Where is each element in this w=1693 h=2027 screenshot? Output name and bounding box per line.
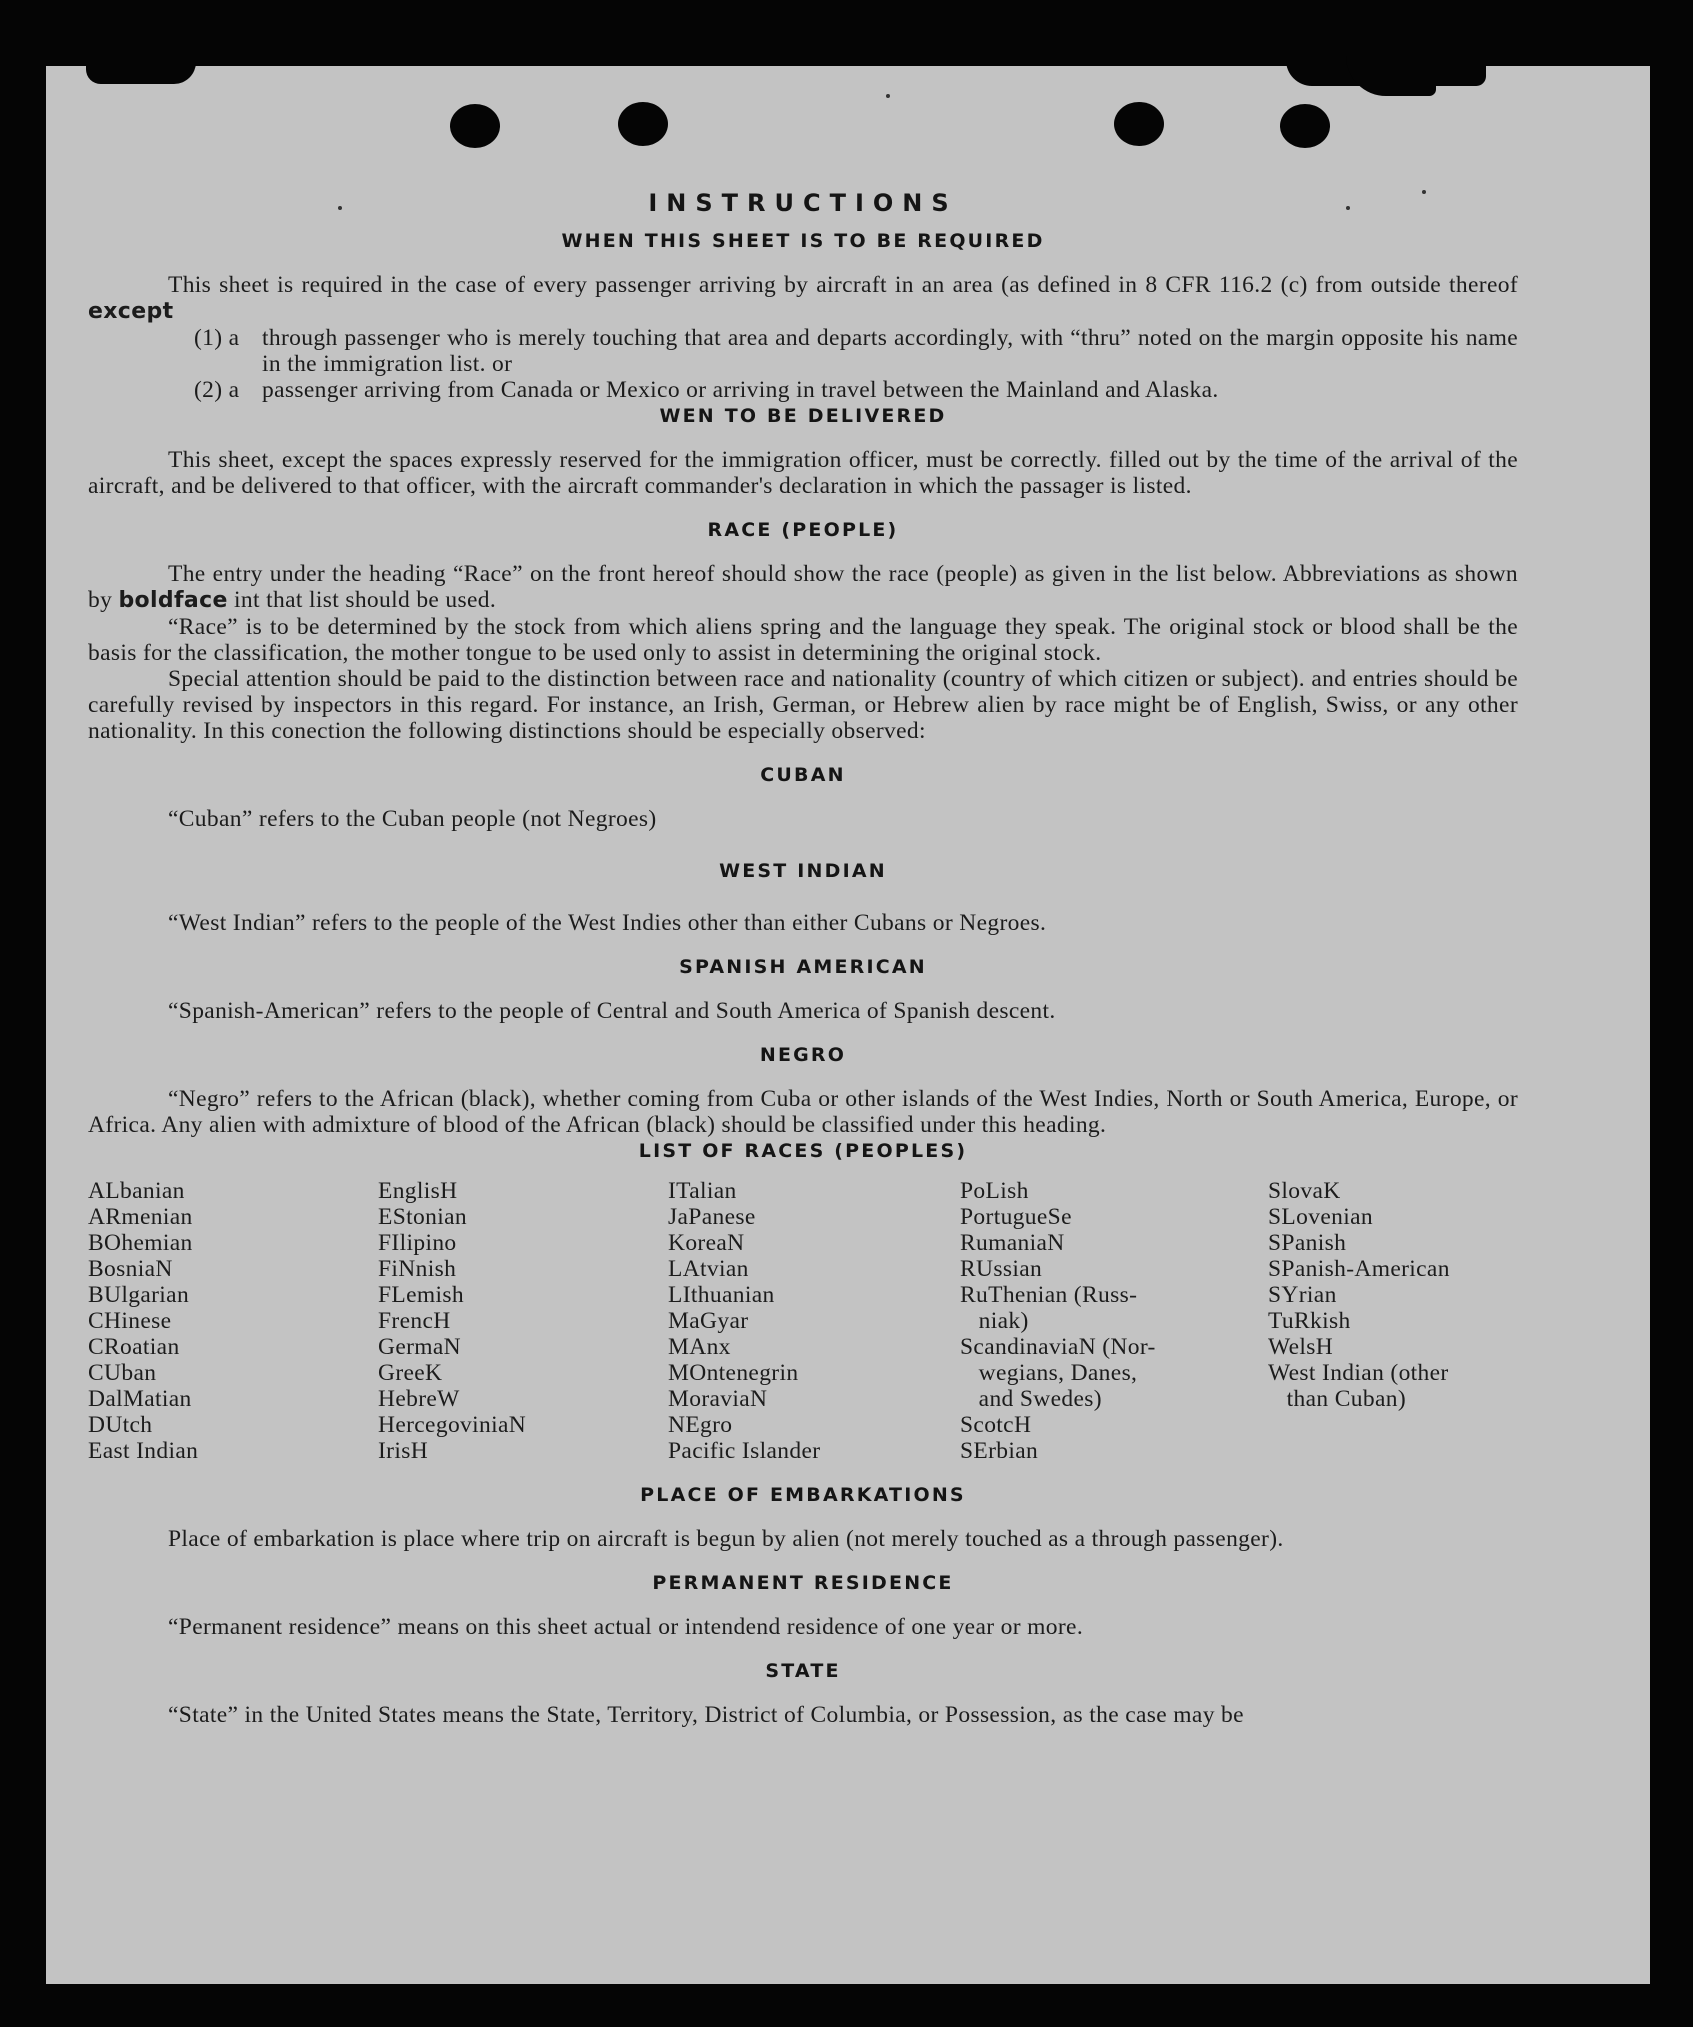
race-list: [88, 1178, 1518, 1464]
heading-negro: NEGRO: [759, 1044, 847, 1066]
punch-hole-2: [618, 102, 668, 146]
race-entry: wegians, Danes,: [960, 1360, 1138, 1386]
race-entry: CRoatian: [88, 1334, 180, 1360]
race-entry: CUban: [88, 1360, 157, 1386]
race-entry: BosniaN: [88, 1256, 173, 1282]
race-entry: ARmenian: [88, 1204, 193, 1230]
punch-hole-4: [1280, 104, 1330, 148]
heading-spanish-american: SPANISH AMERICAN: [679, 956, 927, 978]
race-entry: and Swedes): [960, 1386, 1102, 1412]
race-entry: BOhemian: [88, 1230, 193, 1256]
race-entry: EStonian: [378, 1204, 467, 1230]
page-title: INSTRUCTIONS: [648, 189, 958, 217]
paragraph-race-1: The entry under the heading “Race” on the front hereof should show the race (people) as given in the list below. Abbreviations as shown by boldface int that list should be used.: [88, 561, 1518, 613]
race-column-2: [378, 1178, 668, 1464]
race-entry: RumaniaN: [960, 1230, 1065, 1256]
punch-hole-1: [450, 104, 500, 148]
paragraph-west-indian: “West Indian” refers to the people of the West Indies other than either Cubans or Negroes.: [168, 910, 1047, 936]
race-column-5: [1268, 1178, 1518, 1464]
punch-hole-3: [1114, 102, 1164, 146]
paragraph-delivered: This sheet, except the spaces expressly reserved for the immigration officer, must be correctly. filled out by the time of the arrival of the aircraft, and be delivered to that officer, with the aircraft commander's declaration in which the passager is listed.: [88, 447, 1518, 499]
paragraph-state: “State” in the United States means the State, Territory, District of Columbia, or Possession, as the case may be: [168, 1702, 1244, 1728]
paragraph-permanent-residence: “Permanent residence” means on this sheet actual or intendend residence of one year or more.: [168, 1614, 1084, 1640]
race-entry: MoraviaN: [668, 1386, 768, 1412]
paragraph-cuban: “Cuban” refers to the Cuban people (not Negroes): [168, 806, 657, 832]
race-entry: MAnx: [668, 1334, 731, 1360]
heading-when-required: WHEN THIS SHEET IS TO BE REQUIRED: [561, 230, 1045, 252]
race-entry: PortugueSe: [960, 1204, 1072, 1230]
paragraph-required: This sheet is required in the case of every passenger arriving by aircraft in an area (as defined in 8 CFR 116.2 (c) from outside thereof except: [88, 272, 1518, 324]
race-entry: FiNnish: [378, 1256, 457, 1282]
heading-cuban: CUBAN: [760, 764, 846, 786]
race-entry: SLovenian: [1268, 1204, 1373, 1230]
race-entry: West Indian (other: [1268, 1360, 1449, 1386]
race-entry: TuRkish: [1268, 1308, 1351, 1334]
race-entry: ScotcH: [960, 1412, 1032, 1438]
race-entry: JaPanese: [668, 1204, 756, 1230]
paragraph-race-3: Special attention should be paid to the distinction between race and nationality (country of which citizen or subject). and entries should be carefully revised by inspectors in this regard. For instance, an Irish, German, or Hebrew alien by race might be of English, Swiss, or any other nationality. In this conection the following distinctions should be especially observed:: [88, 666, 1518, 744]
race-entry: MOntenegrin: [668, 1360, 799, 1386]
race-column-4: [960, 1178, 1268, 1464]
heading-state: STATE: [765, 1660, 841, 1682]
race-entry: FIlipino: [378, 1230, 457, 1256]
race-entry: GermaN: [378, 1334, 462, 1360]
race-entry: EnglisH: [378, 1178, 458, 1204]
race-entry: SPanish-American: [1268, 1256, 1450, 1282]
race-entry: DUtch: [88, 1412, 153, 1438]
race-entry: HebreW: [378, 1386, 460, 1412]
boldface-word: boldface: [118, 588, 228, 613]
paragraph-race-2: “Race” is to be determined by the stock from which aliens spring and the language they speak. The original stock or blood shall be the basis for the classification, the mother tongue to be used only to assist in determining the original stock.: [88, 614, 1518, 666]
exception-item-1: (1) a through passenger who is merely touching that area and departs accordingly, with “thru” noted on the margin opposite his name in the immigration list. or: [194, 325, 1518, 377]
exception-item-2: (2) a passenger arriving from Canada or Mexico or arriving in travel between the Mainland and Alaska.: [194, 377, 1219, 403]
race-entry: NEgro: [668, 1412, 733, 1438]
except-word: except: [88, 299, 174, 324]
paragraph-embarkation: Place of embarkation is place where trip on aircraft is begun by alien (not merely touched as a through passenger).: [168, 1526, 1284, 1552]
heading-permanent-residence: PERMANENT RESIDENCE: [652, 1572, 954, 1594]
race-entry: RUssian: [960, 1256, 1043, 1282]
heading-race: RACE (PEOPLE): [707, 519, 899, 541]
heading-west-indian: WEST INDIAN: [719, 860, 887, 882]
race-entry: WelsH: [1268, 1334, 1334, 1360]
race-column-3: [668, 1178, 960, 1464]
heading-embarkation: PLACE OF EMBARKATIONS: [640, 1484, 966, 1506]
race-entry: ALbanian: [88, 1178, 185, 1204]
race-entry: ScandinaviaN (Nor-: [960, 1334, 1156, 1360]
race-entry: SErbian: [960, 1438, 1039, 1464]
race-entry: LAtvian: [668, 1256, 749, 1282]
race-entry: niak): [960, 1308, 1029, 1334]
race-entry: SPanish: [1268, 1230, 1347, 1256]
race-entry: than Cuban): [1268, 1386, 1407, 1412]
torn-edge-left: [86, 62, 196, 84]
paragraph-spanish-american: “Spanish-American” refers to the people of Central and South America of Spanish descent.: [168, 998, 1056, 1024]
race-entry: East Indian: [88, 1438, 199, 1464]
race-entry: SlovaK: [1268, 1178, 1341, 1204]
race-entry: LIthuanian: [668, 1282, 775, 1308]
race-entry: Pacific Islander: [668, 1438, 821, 1464]
torn-edge-corner: [1346, 56, 1436, 96]
race-entry: GreeK: [378, 1360, 443, 1386]
paragraph-negro: “Negro” refers to the African (black), whether coming from Cuba or other islands of the West Indies, North or South America, Europe, or Africa. Any alien with admixture of blood of the African (black) should be classified under this heading.: [88, 1086, 1518, 1138]
race-entry: BUlgarian: [88, 1282, 190, 1308]
race-entry: IrisH: [378, 1438, 429, 1464]
race-entry: FLemish: [378, 1282, 465, 1308]
race-entry: ITalian: [668, 1178, 737, 1204]
race-entry: CHinese: [88, 1308, 172, 1334]
race-entry: KoreaN: [668, 1230, 745, 1256]
race-entry: HercegoviniaN: [378, 1412, 527, 1438]
race-entry: FrencH: [378, 1308, 451, 1334]
heading-list-of-races: LIST OF RACES (PEOPLES): [638, 1140, 968, 1162]
race-entry: SYrian: [1268, 1282, 1337, 1308]
document-sheet: [46, 66, 1650, 1984]
race-entry: RuThenian (Russ-: [960, 1282, 1138, 1308]
instructions-body: [88, 190, 1518, 1728]
race-entry: PoLish: [960, 1178, 1029, 1204]
speck: [886, 94, 890, 98]
heading-when-delivered: WEN TO BE DELIVERED: [659, 405, 947, 427]
race-entry: MaGyar: [668, 1308, 749, 1334]
race-column-1: [88, 1178, 378, 1464]
race-entry: DalMatian: [88, 1386, 192, 1412]
